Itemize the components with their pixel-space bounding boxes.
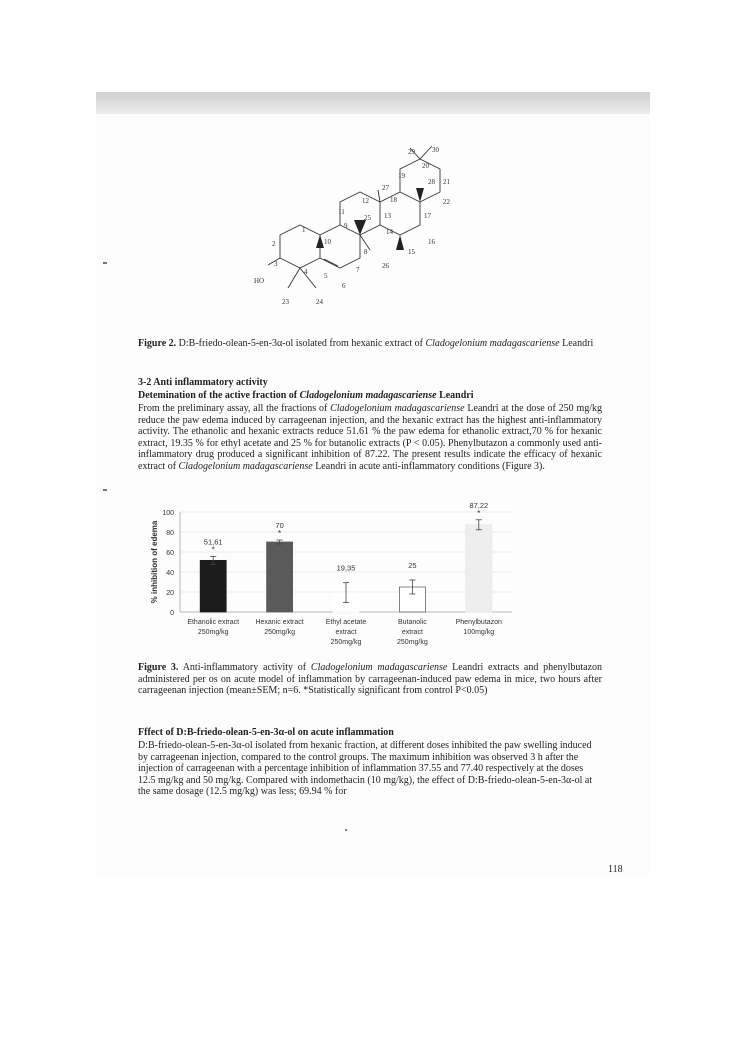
atom-label: 2 (272, 240, 276, 248)
atom-label: 1 (302, 226, 306, 234)
atom-label: 14 (386, 228, 393, 236)
x-tick-label: extract (335, 629, 357, 636)
x-tick-label: 100mg/kg (463, 629, 495, 636)
atom-label: 5 (324, 272, 328, 280)
figure3-caption (138, 662, 602, 697)
bar (200, 560, 226, 612)
atom-label: HO (254, 277, 265, 285)
atom-label: 9 (344, 222, 348, 230)
atom-label: 7 (356, 266, 360, 274)
atom-label: 25 (364, 214, 371, 222)
data-label: 70 (275, 521, 284, 530)
figure3-caption-text: Leandri extracts and phenylbutazon administered per os on acute model of inflammation by carrageenan-induced paw edema in mice, two hours after carrageenan injection (mean±SEM; n=6. *Statistically significant from control P<0.05) (138, 662, 603, 697)
x-tick-label: Phenylbutazon (455, 619, 502, 626)
atom-label: 8 (364, 248, 368, 256)
atom-label: 6 (342, 282, 346, 290)
x-tick-label: 250mg/kg (330, 639, 362, 646)
paragraph-text: Leandri in acute anti-inflammatory conditions (Figure 3). (315, 460, 545, 472)
atom-label: 18 (390, 196, 397, 204)
data-label: 87,22 (469, 500, 489, 510)
atom-label: 29 (408, 148, 415, 156)
y-tick-label: 20 (166, 590, 174, 597)
effect-paragraph: D:B-friedo-olean-5-en-3α-ol isolated from hexanic fraction, at different doses inhibited the paw swelling induced by carrageenan injection, compared to the control groups. The maximum inhibition was observed 3 h after the injection of carrageenan with a percentage inhibition of inflammation 37.55 and 77.40 respectively at the doses 12.5 mg/kg and 50 mg/kg. Compared with indomethacin (10 mg/kg), the effect of D:B-friedo-olean-5-en-3α-ol at the same dosage (12.5 mg/kg) was less; 69.94 % for (138, 740, 593, 798)
bar (267, 542, 293, 612)
y-tick-label: 80 (166, 530, 174, 537)
subsection-heading (138, 390, 608, 401)
figure3-caption-text: Anti-inflammatory activity of (182, 662, 307, 673)
atom-label: 12 (362, 197, 369, 205)
page-number: 118 (608, 864, 623, 875)
atom-label: 27 (382, 184, 389, 192)
atom-label: 11 (338, 208, 345, 216)
atom-label: 20 (422, 162, 429, 170)
y-tick-label: 60 (166, 550, 174, 557)
x-tick-label: 250mg/kg (397, 639, 428, 646)
x-tick-label: 250mg/kg (264, 629, 295, 636)
paragraph-text: From the preliminary assay, all the fractions of (138, 403, 328, 414)
molecule-structure (250, 140, 500, 315)
inhibition-bar-chart (140, 500, 520, 660)
species-name: Cladogelonium madagascariense (178, 460, 313, 472)
data-label: 19,35 (336, 563, 356, 573)
figure2-caption (138, 338, 602, 350)
x-tick-label: Ethyl acetate (325, 619, 367, 626)
section-heading: 3-2 Anti inflammatory activity (138, 377, 268, 388)
x-tick-label: Butanolic (398, 619, 427, 626)
atom-label: 24 (316, 298, 323, 306)
atom-label: 22 (443, 198, 450, 206)
results-paragraph (138, 403, 602, 473)
subheading-text: Detemination of the active fraction of (138, 390, 298, 401)
figure2-label: Figure 2. (138, 338, 177, 349)
y-axis-label: % inhibition of edema (150, 520, 159, 604)
significance-marker: * (211, 545, 215, 555)
figure2-caption-end: Leandri (562, 338, 594, 349)
scan-speck (103, 489, 107, 491)
atom-label: 16 (428, 238, 435, 246)
significance-marker: * (477, 508, 481, 518)
paragraph-text: Leandri at the dose of 250 mg/kg reduce the paw edema induced by carrageenan injection, and the hexanic extract has the highest anti-inflammatory activity. The ethanolic and hexanic extracts reduce 51.61 % the paw edema for ethanolic extract,70 % for hexanic extract, 19.35 % for ethyl acetate and 25 % for butanolic extracts (P < 0.05). Phenylbutazon a commonly used anti-inflammatory drug produced a significant inhibition of 87.22. The present results indicate the efficacy of hexanic extract of (138, 403, 603, 472)
species-name: Cladogelonium madagascariense (425, 338, 560, 349)
scan-top-shadow (96, 92, 650, 114)
scan-speck (103, 262, 107, 264)
atom-label: 15 (408, 248, 415, 256)
section-heading: Fffect of D:B-friedo-olean-5-en-3α-ol on acute inflammation (138, 727, 394, 738)
atom-label: 23 (282, 298, 289, 306)
atom-label: 10 (324, 238, 331, 246)
x-tick-label: Hexanic extract (255, 619, 304, 626)
atom-label: 4 (304, 268, 308, 276)
subheading-end: Leandri (439, 390, 474, 401)
x-tick-label: Ethanolic extract (187, 619, 240, 626)
data-label: 51,61 (203, 537, 223, 547)
significance-marker: * (278, 529, 282, 538)
atom-label: 21 (443, 178, 450, 186)
scan-speck (345, 829, 347, 831)
y-tick-label: 40 (166, 570, 174, 577)
x-tick-label: 250mg/kg (197, 629, 229, 636)
species-name: Cladogelonium madagascariense (330, 403, 465, 414)
species-name: Cladogelonium madagascariense (299, 390, 437, 401)
species-name: Cladogelonium madagascariense (310, 662, 448, 673)
atom-label: 13 (384, 212, 391, 220)
data-label: 25 (408, 561, 417, 570)
bar (466, 525, 492, 612)
figure2-caption-text: D:B-friedo-olean-5-en-3α-ol isolated from hexanic extract of (178, 338, 423, 349)
atom-label: 3 (274, 260, 278, 268)
atom-label: 17 (424, 212, 431, 220)
y-tick-label: 100 (162, 510, 174, 517)
atom-label: 26 (382, 262, 389, 270)
y-tick-label: 0 (170, 610, 174, 617)
atom-label: 19 (398, 172, 405, 180)
x-tick-label: extract (401, 629, 423, 636)
atom-label: 28 (428, 178, 435, 186)
figure3-label: Figure 3. (138, 662, 179, 673)
atom-label: 30 (432, 146, 439, 154)
